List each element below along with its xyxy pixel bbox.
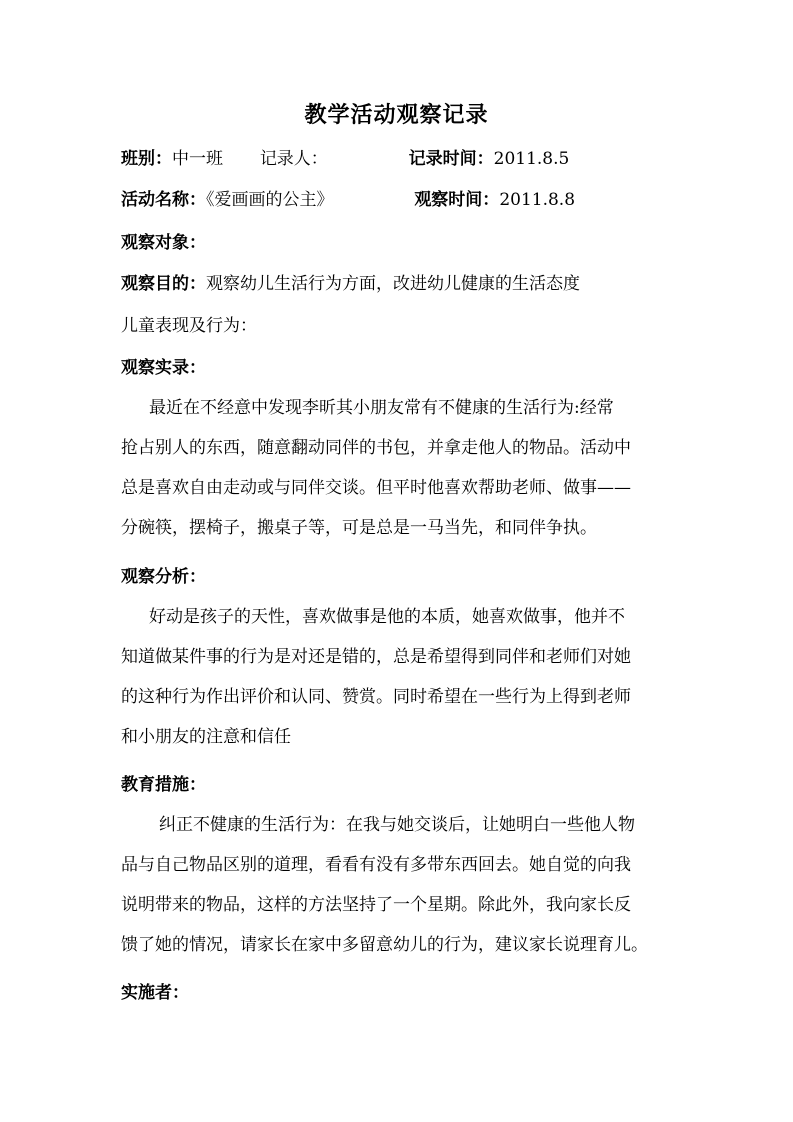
recorder-label: 记录人： bbox=[259, 149, 328, 169]
class-value: 中一班 bbox=[172, 149, 223, 169]
measures-line: 品与自己物品区别的道理，看看有没有多带东西回去。她自觉的向我 bbox=[121, 855, 631, 875]
measures-line: 馈了她的情况，请家长在家中多留意幼儿的行为，建议家长说理育儿。 bbox=[121, 935, 648, 955]
record-line: 总是喜欢自由走动或与同伴交谈。但平时他喜欢帮助老师、做事—— bbox=[121, 478, 631, 498]
record-label: 观察实录： bbox=[121, 358, 206, 378]
row-class-recorder bbox=[121, 147, 569, 171]
purpose-label: 观察目的： bbox=[121, 274, 206, 294]
analysis-line: 和小朋友的注意和信任 bbox=[121, 727, 291, 747]
analysis-label: 观察分析： bbox=[121, 567, 206, 587]
analysis-line: 好动是孩子的天性，喜欢做事是他的本质，她喜欢做事，他并不 bbox=[149, 607, 625, 627]
observe-time-label: 观察时间： bbox=[414, 190, 500, 210]
measures-label: 教育措施： bbox=[121, 775, 206, 795]
record-line: 抢占别人的东西，随意翻动同伴的书包，并拿走他人的物品。活动中 bbox=[121, 438, 631, 458]
class-label: 班别： bbox=[121, 149, 172, 169]
purpose-line bbox=[121, 272, 580, 296]
activity-value: 《爱画画的公主》 bbox=[206, 190, 334, 210]
measures-line: 纠正不健康的生活行为：在我与她交谈后，让她明白一些他人物 bbox=[159, 815, 635, 835]
subject-label: 观察对象： bbox=[121, 233, 206, 253]
measures-paragraph bbox=[121, 805, 677, 965]
record-time-label: 记录时间： bbox=[408, 149, 494, 169]
observe-time-value: 2011.8.8 bbox=[499, 190, 576, 210]
behavior-line: 儿童表现及行为： bbox=[121, 316, 257, 336]
row-activity bbox=[121, 188, 575, 212]
analysis-line: 知道做某件事的行为是对还是错的，总是希望得到同伴和老师们对她 bbox=[121, 647, 631, 667]
purpose-value: 观察幼儿生活行为方面，改进幼儿健康的生活态度 bbox=[206, 274, 580, 294]
analysis-paragraph bbox=[121, 597, 677, 757]
activity-label: 活动名称： bbox=[121, 190, 206, 210]
analysis-line: 的这种行为作出评价和认同、赞赏。同时希望在一些行为上得到老师 bbox=[121, 687, 631, 707]
record-paragraph bbox=[121, 388, 677, 548]
record-time-value: 2011.8.5 bbox=[493, 149, 570, 169]
document-title: 教学活动观察记录 bbox=[304, 102, 489, 128]
measures-line: 说明带来的物品，这样的方法坚持了一个星期。除此外，我向家长反 bbox=[121, 895, 631, 915]
record-line: 最近在不经意中发现李昕其小朋友常有不健康的生活行为:经常 bbox=[149, 398, 614, 418]
record-line: 分碗筷，摆椅子，搬桌子等，可是总是一马当先，和同伴争执。 bbox=[121, 518, 597, 538]
implementer-label: 实施者： bbox=[121, 983, 189, 1003]
